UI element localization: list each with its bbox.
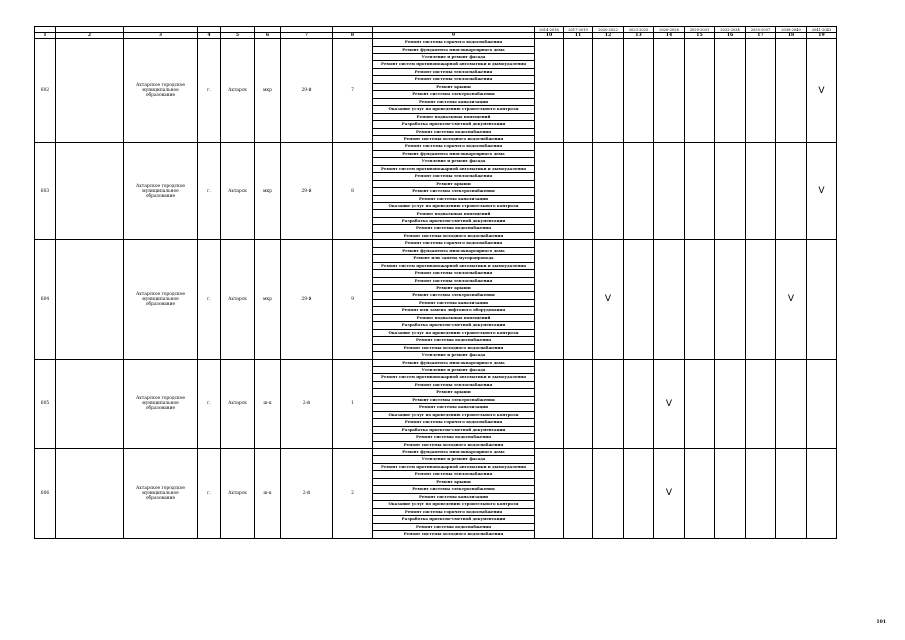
work-item: Ремонт системы теплоснабжения (373, 277, 535, 284)
work-item: Ремонт или замена лифтового оборудования (373, 307, 535, 314)
work-item: Ремонт системы холодного водоснабжения (373, 530, 535, 538)
period-cell (624, 359, 654, 448)
settlement-type: г. (198, 143, 221, 240)
column-number: 18 (776, 33, 807, 39)
period-cell (564, 39, 593, 143)
column-number: 2 (56, 33, 124, 39)
period-header: 2032-2034 (715, 27, 746, 33)
table-row (35, 359, 837, 366)
period-cell (564, 240, 593, 359)
column-number: 7 (281, 33, 333, 39)
period-cell (715, 359, 746, 448)
work-item: Ремонт системы водоснабжения (373, 337, 535, 344)
work-item: Разработка проектно-сметной документации (373, 516, 535, 523)
period-cell (715, 240, 746, 359)
period-cell (564, 143, 593, 240)
work-item: Ремонт системы канализации (373, 98, 535, 105)
work-item: Ремонт подвальных помещений (373, 113, 535, 120)
work-item: Ремонт крыши (373, 389, 535, 396)
period-cell (685, 143, 715, 240)
work-item: Ремонт системы теплоснабжения (373, 173, 535, 180)
period-cell (624, 143, 654, 240)
street-type: ш-к (255, 359, 281, 448)
period-cell (535, 448, 564, 538)
period-cell (746, 240, 776, 359)
work-item: Ремонт системы холодного водоснабжения (373, 232, 535, 239)
work-item: Утепление и ремонт фасада (373, 456, 535, 463)
work-item: Ремонт системы теплоснабжения (373, 76, 535, 83)
work-item: Ремонт системы горячего водоснабжения (373, 508, 535, 515)
work-item: Ремонт системы водоснабжения (373, 523, 535, 530)
work-item: Ремонт крыши (373, 285, 535, 292)
period-cell (535, 359, 564, 448)
period-cell (535, 39, 564, 143)
street: 29-й (281, 39, 333, 143)
work-item: Ремонт системы канализации (373, 195, 535, 202)
record-id: 606 (35, 448, 56, 538)
work-item: Ремонт системы горячего водоснабжения (373, 39, 535, 46)
work-item: Ремонт системы канализации (373, 493, 535, 500)
settlement-type: г. (198, 448, 221, 538)
work-item: Ремонт систем противопожарной автоматики и дымоудаления (373, 374, 535, 381)
period-cell (746, 39, 776, 143)
work-item: Ремонт системы канализации (373, 404, 535, 411)
work-item: Ремонт системы теплоснабжения (373, 68, 535, 75)
work-item: Утепление и ремонт фасада (373, 53, 535, 60)
column-number: 1 (35, 33, 56, 39)
settlement: Ахтарск (221, 143, 255, 240)
municipality: Ахтарское городское муниципальное образование (124, 448, 198, 538)
settlement: Ахтарск (221, 240, 255, 359)
period-cell (593, 39, 624, 143)
planned-period-mark: V (776, 240, 807, 359)
settlement-type: г. (198, 39, 221, 143)
table-row (35, 39, 837, 46)
column-number: 3 (124, 33, 198, 39)
record-id: 605 (35, 359, 56, 448)
settlement: Ахтарск (221, 448, 255, 538)
work-item: Ремонт системы канализации (373, 299, 535, 306)
period-header: 2029-2031 (685, 27, 715, 33)
municipality: Ахтарское городское муниципальное образование (124, 143, 198, 240)
house-number: 1 (333, 359, 373, 448)
municipality: Ахтарское городское муниципальное образование (124, 39, 198, 143)
work-item: Ремонт крыши (373, 83, 535, 90)
column-number: 14 (654, 33, 685, 39)
settlement-type: г. (198, 359, 221, 448)
period-cell (776, 39, 807, 143)
period-cell (654, 143, 685, 240)
work-item: Ремонт системы теплоснабжения (373, 381, 535, 388)
planned-period-mark: V (654, 359, 685, 448)
period-cell (715, 143, 746, 240)
column-number: 15 (685, 33, 715, 39)
period-header: 2020-2022 (593, 27, 624, 33)
period-cell (593, 359, 624, 448)
period-cell (746, 359, 776, 448)
street-type: мкр (255, 143, 281, 240)
period-cell (624, 39, 654, 143)
table-row (35, 143, 837, 150)
column-number: 12 (593, 33, 624, 39)
period-cell (593, 143, 624, 240)
period-cell (624, 448, 654, 538)
street: 29-й (281, 240, 333, 359)
work-item: Ремонт подвальных помещений (373, 314, 535, 321)
work-item: Ремонт системы горячего водоснабжения (373, 143, 535, 150)
period-cell (776, 143, 807, 240)
work-item: Оказание услуг по проведению строительного контроля (373, 203, 535, 210)
work-item: Ремонт систем противопожарной автоматики и дымоудаления (373, 165, 535, 172)
period-cell (685, 359, 715, 448)
period-header: 2026-2028 (654, 27, 685, 33)
empty-cell (56, 240, 124, 359)
column-number: 11 (564, 33, 593, 39)
work-item: Ремонт системы теплоснабжения (373, 270, 535, 277)
work-item: Ремонт системы электроснабжения (373, 396, 535, 403)
empty-cell (56, 39, 124, 143)
capital-repair-table (34, 26, 837, 539)
table-row (35, 240, 837, 247)
planned-period-mark: V (654, 448, 685, 538)
work-item: Ремонт системы холодного водоснабжения (373, 135, 535, 142)
work-item: Ремонт системы водоснабжения (373, 434, 535, 441)
work-item: Разработка проектно-сметной документации (373, 426, 535, 433)
column-number: 16 (715, 33, 746, 39)
period-cell (535, 143, 564, 240)
period-cell (776, 359, 807, 448)
work-item: Ремонт систем противопожарной автоматики и дымоудаления (373, 262, 535, 269)
empty-cell (56, 359, 124, 448)
period-cell (564, 448, 593, 538)
planned-period-mark: V (593, 240, 624, 359)
work-item: Ремонт фундамента многоквартирного дома (373, 448, 535, 455)
work-item: Ремонт системы холодного водоснабжения (373, 344, 535, 351)
work-item: Разработка проектно-сметной документации (373, 322, 535, 329)
work-item: Утепление и ремонт фасада (373, 352, 535, 359)
column-number: 8 (333, 33, 373, 39)
period-header: 2014-2016 (535, 27, 564, 33)
work-item: Ремонт крыши (373, 478, 535, 485)
empty-cell (56, 143, 124, 240)
street: 29-й (281, 143, 333, 240)
work-item: Оказание услуг по проведению строительного контроля (373, 106, 535, 113)
planned-period-mark: V (807, 39, 837, 143)
record-id: 604 (35, 240, 56, 359)
period-header: 2035-2037 (746, 27, 776, 33)
work-item: Ремонт системы горячего водоснабжения (373, 419, 535, 426)
work-item: Ремонт системы водоснабжения (373, 225, 535, 232)
column-number: 17 (746, 33, 776, 39)
settlement: Ахтарск (221, 39, 255, 143)
work-item: Оказание услуг по проведению строительного контроля (373, 501, 535, 508)
period-cell (807, 359, 837, 448)
work-item: Оказание услуг по проведению строительного контроля (373, 329, 535, 336)
work-item: Ремонт системы электроснабжения (373, 486, 535, 493)
period-cell (776, 448, 807, 538)
empty-cell (56, 448, 124, 538)
work-item: Ремонт системы теплоснабжения (373, 471, 535, 478)
period-cell (654, 39, 685, 143)
work-item: Утепление и ремонт фасада (373, 367, 535, 374)
period-cell (746, 143, 776, 240)
column-number: 10 (535, 33, 564, 39)
column-number: 13 (624, 33, 654, 39)
street-type: мкр (255, 39, 281, 143)
column-number: 6 (255, 33, 281, 39)
settlement: Ахтарск (221, 359, 255, 448)
work-item: Ремонт фундамента многоквартирного дома (373, 46, 535, 53)
period-header: 2017-2019 (564, 27, 593, 33)
street: 2-й (281, 448, 333, 538)
period-cell (564, 359, 593, 448)
work-item: Утепление и ремонт фасада (373, 158, 535, 165)
work-item: Оказание услуг по проведению строительного контроля (373, 411, 535, 418)
work-item: Разработка проектно-сметной документации (373, 121, 535, 128)
work-item: Ремонт системы горячего водоснабжения (373, 240, 535, 247)
work-item: Ремонт системы холодного водоснабжения (373, 441, 535, 448)
period-cell (685, 448, 715, 538)
period-cell (715, 448, 746, 538)
municipality: Ахтарское городское муниципальное образование (124, 240, 198, 359)
work-item: Ремонт крыши (373, 180, 535, 187)
work-item: Ремонт системы электроснабжения (373, 292, 535, 299)
work-item: Ремонт фундамента многоквартирного дома (373, 247, 535, 254)
record-id: 602 (35, 39, 56, 143)
house-number: 7 (333, 39, 373, 143)
period-cell (535, 240, 564, 359)
period-cell (685, 39, 715, 143)
period-cell (593, 448, 624, 538)
record-id: 603 (35, 143, 56, 240)
period-cell (807, 240, 837, 359)
work-item: Ремонт фундамента многоквартирного дома (373, 150, 535, 157)
work-item: Разработка проектно-сметной документации (373, 217, 535, 224)
column-number: 9 (373, 33, 535, 39)
street-type: мкр (255, 240, 281, 359)
table-row (35, 448, 837, 455)
street: 2-й (281, 359, 333, 448)
period-cell (624, 240, 654, 359)
work-item: Ремонт системы электроснабжения (373, 91, 535, 98)
period-cell (715, 39, 746, 143)
period-header: 2041-2043 (807, 27, 837, 33)
settlement-type: г. (198, 240, 221, 359)
planned-period-mark: V (807, 143, 837, 240)
column-number: 5 (221, 33, 255, 39)
period-cell (807, 448, 837, 538)
period-cell (685, 240, 715, 359)
period-cell (746, 448, 776, 538)
work-item: Ремонт системы водоснабжения (373, 128, 535, 135)
column-number: 4 (198, 33, 221, 39)
page-number: 101 (876, 620, 886, 625)
house-number: 8 (333, 143, 373, 240)
municipality: Ахтарское городское муниципальное образование (124, 359, 198, 448)
work-item: Ремонт систем противопожарной автоматики и дымоудаления (373, 61, 535, 68)
work-item: Ремонт подвальных помещений (373, 210, 535, 217)
column-number: 19 (807, 33, 837, 39)
work-item: Ремонт системы электроснабжения (373, 188, 535, 195)
house-number: 9 (333, 240, 373, 359)
work-item: Ремонт или замена мусоропровода (373, 255, 535, 262)
period-cell (654, 240, 685, 359)
period-header: 2023-2025 (624, 27, 654, 33)
work-item: Ремонт систем противопожарной автоматики и дымоудаления (373, 463, 535, 470)
house-number: 2 (333, 448, 373, 538)
street-type: ш-к (255, 448, 281, 538)
work-item: Ремонт фундамента многоквартирного дома (373, 359, 535, 366)
period-header: 2038-2040 (776, 27, 807, 33)
